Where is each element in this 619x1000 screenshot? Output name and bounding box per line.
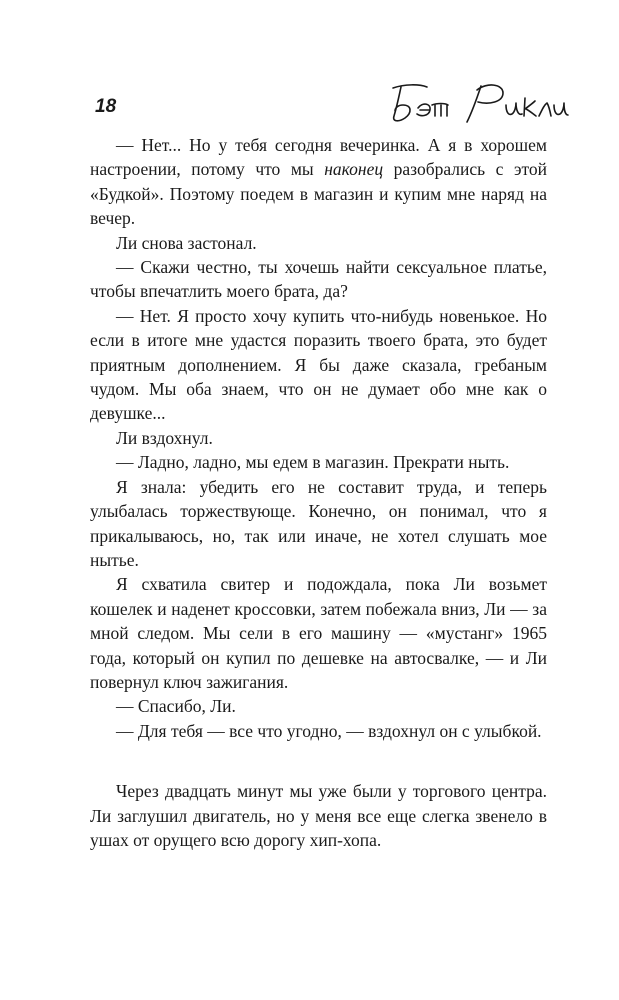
paragraph: — Скажи честно, ты хочешь найти сексуальное платье, чтобы впечатлить моего брата, да? — [90, 257, 547, 302]
emphasis-text: наконец — [324, 159, 384, 180]
paragraph-text: — Нет... Но у тебя сегодня вечеринка. А я в хорошем настроении, потому что мы — [90, 135, 547, 180]
paragraph: Через двадцать минут мы уже были у торгового центра. Ли заглушил двигатель, но у меня все еще слегка звенело в ушах от орущего всю дорогу хип-хопа. — [90, 781, 547, 850]
page-number: 18 — [95, 96, 117, 117]
paragraph: Я схватила свитер и подождала, пока Ли возьмет кошелек и наденет кроссовки, затем побежала вниз, Ли — за мной следом. Мы сели в его машину — «мустанг» 1965 года, который он купил по дешевке на автосвалке, — и Ли повернул ключ зажигания. — [90, 574, 547, 692]
body-text — [90, 133, 547, 852]
section-break — [90, 743, 547, 779]
paragraph: Я знала: убедить его не составит труда, и теперь улыбалась торжествующе. Конечно, он понимал, что я прикалываюсь, но, так или иначе, не хотел слушать мое нытье. — [90, 476, 547, 570]
paragraph: — Ладно, ладно, мы едем в магазин. Прекрати ныть. — [116, 452, 510, 473]
author-signature — [385, 78, 570, 128]
paragraph: — Для тебя — все что угодно, — вздохнул он с улыбкой. — [116, 720, 542, 741]
paragraph: — Спасибо, Ли. — [116, 696, 236, 717]
paragraph: — Нет. Я просто хочу купить что-нибудь новенькое. Но если в итоге мне удастся поразить твоего брата, это будет приятным дополнением. Я бы даже сказала, гребаным чудом. Мы оба знаем, что он не думает обо мне как о девушке... — [90, 305, 547, 424]
paragraph — [90, 133, 547, 231]
paragraph: Ли вздохнул. — [116, 427, 213, 448]
paragraph: Ли снова застонал. — [116, 232, 257, 253]
paragraph-text: разобрались с этой «Будкой». Поэтому поедем в магазин и купим мне наряд на вечер. — [90, 159, 547, 229]
